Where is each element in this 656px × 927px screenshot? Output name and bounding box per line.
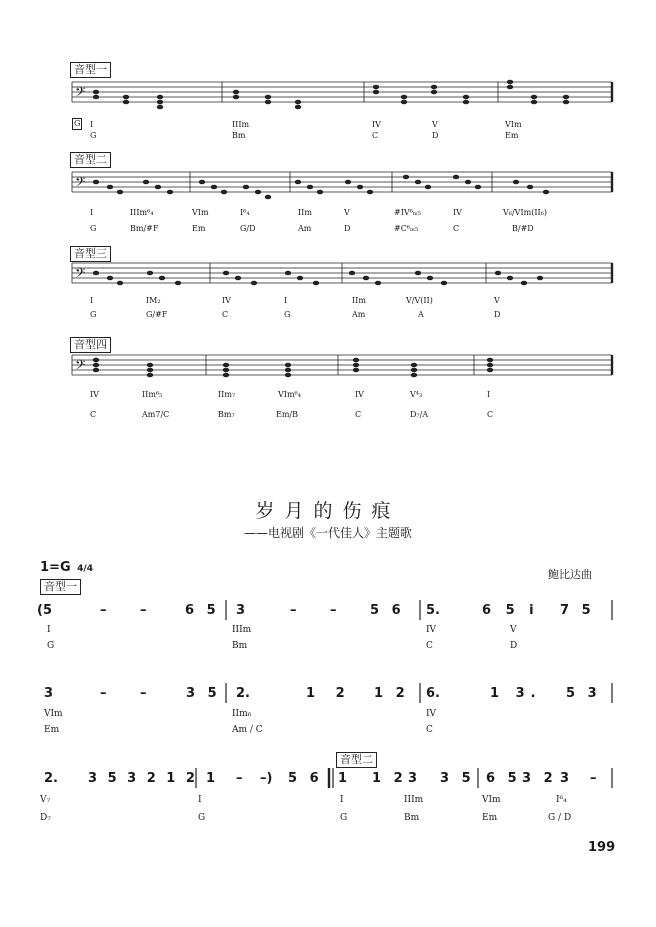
bass-clef-icon: 𝄢 [75,357,86,376]
chord-letter: C [487,410,494,419]
chord-roman: I [47,625,51,635]
chord-letter: Bm₇ [218,410,235,419]
chord-roman: #IV⁶ₘ₅ [394,208,421,217]
note: 6 5 [486,771,521,786]
note: – [330,603,337,618]
note: 5 6 [370,603,405,618]
song-subtitle: ——电视剧《一代佳人》主题歌 [243,526,412,540]
chord-roman: IIIm [232,625,252,635]
note: 5 3 [566,686,601,701]
chord-roman: IIm [352,296,366,305]
note: 3 5 3 2 1 2 [88,771,198,786]
note: 6 5 i [482,603,539,618]
note: – [590,771,597,786]
page-number: 199 [588,840,616,855]
chord-roman: IM₂ [146,296,161,305]
chord-letter: Bm [232,641,248,651]
note: –) [260,771,273,786]
chord-roman: V₇ [40,795,51,805]
chord-roman: I [90,296,94,305]
chord-letter: D₇/A [410,410,429,419]
note: – [100,686,107,701]
chord-roman: IIIm⁶₄ [130,208,154,217]
note: 2. [44,771,58,786]
note: – [140,603,147,618]
chord-letter: D [432,131,439,140]
chord-letter: Em/B [276,410,298,419]
note: – [290,603,297,618]
chord-letter: G/#F [146,310,168,319]
chord-roman: IV [426,625,437,635]
chord-letter: G [90,131,97,140]
chord-roman: IIIm [404,795,424,805]
chord-roman: IV [453,208,462,217]
chord-letter: B/#D [512,224,534,233]
song-title: 岁月的伤痕 [255,500,401,522]
note: 3 5 [440,771,475,786]
composer: 鲍比达曲 [548,568,592,581]
chord-letter: D [494,310,501,319]
note: 1 2 [374,686,409,701]
chord-letter: C [90,410,97,419]
chord-letter: Em [482,813,498,823]
note: 7 5 [560,603,595,618]
chord-roman: V₆/VIm(II₆) [503,208,547,217]
chord-roman: VIm [482,795,501,805]
pattern-label-3: 音型三 [70,246,111,262]
note: 1 [206,771,216,786]
line3-pattern-label: 音型二 [336,752,377,768]
note: 6. [426,686,440,701]
note: – [100,603,107,618]
chord-letter: Em [505,131,519,140]
chord-roman: IIm₆ [232,709,252,719]
note: 6 5 [185,603,220,618]
chord-letter: G [47,641,55,651]
chord-letter: Bm [232,131,246,140]
chord-roman: I [284,296,288,305]
chord-roman: IIIm [232,120,250,129]
pattern-label-1: 音型一 [70,62,111,78]
chord-letter: D [510,641,518,651]
note: 1 2 [372,771,407,786]
chord-roman: I [487,390,491,399]
chord-letter: C [222,310,229,319]
note: 1 3. [490,686,542,701]
chord-roman: I [198,795,202,805]
note: 3 [408,771,418,786]
note: 3 [44,686,54,701]
chord-letter: C [355,410,362,419]
chord-letter: Bm/#F [130,224,159,233]
note: 1 [338,771,348,786]
note: 5. [426,603,440,618]
chord-roman: IV [355,390,364,399]
pattern-label-2: 音型二 [70,152,111,168]
chord-letter: Am [298,224,312,233]
chord-letter: C [453,224,460,233]
note: 5 6 [288,771,323,786]
chord-roman: IV [372,120,381,129]
note: – [140,686,147,701]
note: 3 5 [186,686,221,701]
chord-roman: V [510,625,517,635]
chord-letter: G/D [240,224,256,233]
chord-letter: A [418,310,424,319]
chord-roman: VIm⁶₄ [278,390,301,399]
chord-letter: G [198,813,206,823]
chord-letter: Em [192,224,206,233]
chord-roman: I [340,795,344,805]
key-marker: G [74,119,81,128]
chord-letter: Am7/C [142,410,170,419]
bass-clef-icon: 𝄢 [75,265,86,284]
time-signature: 4/4 [77,564,93,574]
bass-clef-icon: 𝄢 [75,84,86,103]
chord-roman: I [90,120,94,129]
chord-roman: IIm₇ [218,390,236,399]
chord-letter: G [90,224,97,233]
chord-letter: G / D [548,813,572,823]
key-text: 1=G [40,560,71,575]
chord-letter: G [90,310,97,319]
chord-roman: V⁴₃ [410,390,423,399]
chord-letter: C [372,131,379,140]
chord-letter: Bm [404,813,420,823]
chord-letter: D [344,224,351,233]
chord-letter: C [426,641,433,651]
chord-letter: Em [44,725,60,735]
chord-roman: VIm [44,709,63,719]
chord-roman: I⁶₄ [240,208,250,217]
chord-letter: G [284,310,291,319]
chord-roman: V [432,120,438,129]
chord-roman: V [494,296,500,305]
note: 3 [236,603,246,618]
chord-roman: IV [90,390,99,399]
bass-clef-icon: 𝄢 [75,174,86,193]
note: (5 [37,603,52,618]
chord-letter: C [426,725,433,735]
chord-roman: I [90,208,94,217]
chord-letter: Am / C [232,725,263,735]
chord-letter: D₇ [40,813,51,823]
chord-roman: IV [222,296,231,305]
chord-letter: Am [352,310,366,319]
chord-letter: G [340,813,348,823]
chord-roman: V [344,208,350,217]
note: – [236,771,243,786]
chord-roman: V/V(II) [406,296,433,305]
chord-roman: VIm [192,208,209,217]
chord-roman: I⁶₄ [556,795,567,805]
pattern-label-4: 音型四 [70,337,111,353]
line1-pattern-label: 音型一 [40,579,81,595]
chord-letter: #C⁶ₘ₅ [394,224,419,233]
chord-roman: IV [426,709,437,719]
chord-roman: IIm⁶₅ [142,390,163,399]
note: 3 2 [522,771,557,786]
note: 3 [560,771,570,786]
note: 2. [236,686,250,701]
note: 1 2 [306,686,353,701]
chord-roman: VIm [505,120,522,129]
chord-roman: IIm [298,208,312,217]
